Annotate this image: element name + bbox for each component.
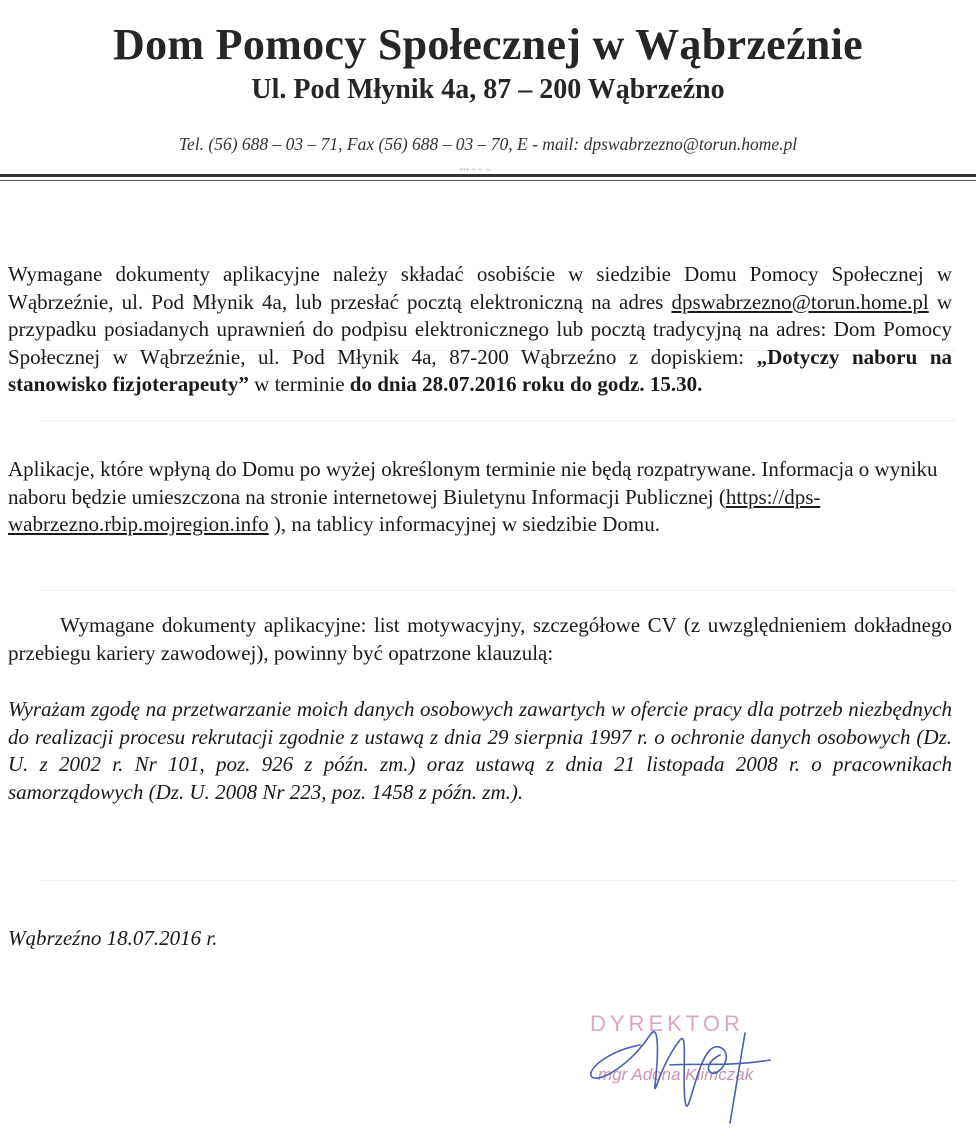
receipt-stamp: WPŁ. 0 - 0 - 25 [459, 168, 491, 173]
institution-address: Ul. Pod Młynik 4a, 87 – 200 Wąbrzeźno [251, 74, 725, 105]
contact-line: Tel. (56) 688 – 03 – 71, Fax (56) 688 – 03 – 70, E - mail: dpswabrzezno@torun.home.pl [178, 134, 798, 154]
signature-stamp [570, 1005, 830, 1130]
p1-bold-subject: „Dotyczy naboru na stanowisko fizjoterapeuty” [8, 344, 952, 396]
p2-text: Aplikacje, które wpłyną do Domu po wyżej określonym terminie nie będą rozpatrywane. Informacja o wyniku naboru będzie umieszczona na stronie internetowej Biuletynu Informacji Publicznej ( [8, 457, 938, 509]
paragraph-documents: Wymagane dokumenty aplikacyjne: list motywacyjny, szczegółowe CV (z uwzględnieniem dokładnego przebiegu kariery zawodowej), powinny być opatrzone klauzulą: [8, 613, 952, 665]
p1-bold-deadline: do dnia 28.07.2016 roku do godz. 15.30. [349, 372, 703, 396]
p1-text: Wymagane dokumenty aplikacyjne należy składać osobiście w siedzibie Domu Pomocy Społecznej w Wąbrzeźnie, ul. Pod Młynik 4a, lub przesłać pocztą elektroniczną na adres [8, 262, 952, 314]
letterhead [0, 18, 976, 108]
paragraph-submission [8, 261, 952, 399]
document-date: Wąbrzeźno 18.07.2016 r. [8, 926, 218, 950]
p1-text: w przypadku posiadanych uprawnień do podpisu elektronicznego lub pocztą tradycyjną na adres: Dom Pomocy Społecznej w Wąbrzeźnie, ul. Pod Młynik 4a, 87-200 Wąbrzeźno z dopiskiem: [8, 289, 953, 369]
header-rule-thick [0, 174, 976, 177]
scan-artifact [40, 880, 956, 881]
scan-artifact [40, 420, 956, 421]
header-rule-thin [0, 180, 976, 181]
scan-artifact [40, 590, 956, 591]
consent-clause: Wyrażam zgodę na przetwarzanie moich danych osobowych zawartych w ofercie pracy dla potrzeb niezbędnych do realizacji procesu rekrutacji zgodnie z ustawą z dnia 29 sierpnia 1997 r. o ochronie danych osobowych (Dz. U. z 2002 r. Nr 101, poz. 926 z późn. zm.) oraz ustawą z dnia 21 listopada 2008 r. o pracownikach samorządowych (Dz. U. 2008 Nr 223, poz. 1458 z późn. zm.). [8, 697, 952, 804]
email-link[interactable]: dpswabrzezno@torun.home.pl [671, 289, 929, 314]
stamp-name: mgr Adona Klimczak [598, 1065, 754, 1084]
bip-link[interactable]: https://dps-wabrzezno.rbip.mojregion.info [8, 484, 821, 536]
institution-name: Dom Pomocy Społecznej w Wąbrzeźnie [113, 20, 863, 69]
paragraph-results [8, 456, 952, 539]
stamp-title: DYREKTOR [590, 1011, 744, 1036]
p1-text: w terminie [248, 372, 350, 396]
p2-text: ), na tablicy informacyjnej w siedzibie Domu. [268, 512, 660, 536]
handwritten-signature-icon [570, 1005, 830, 1130]
